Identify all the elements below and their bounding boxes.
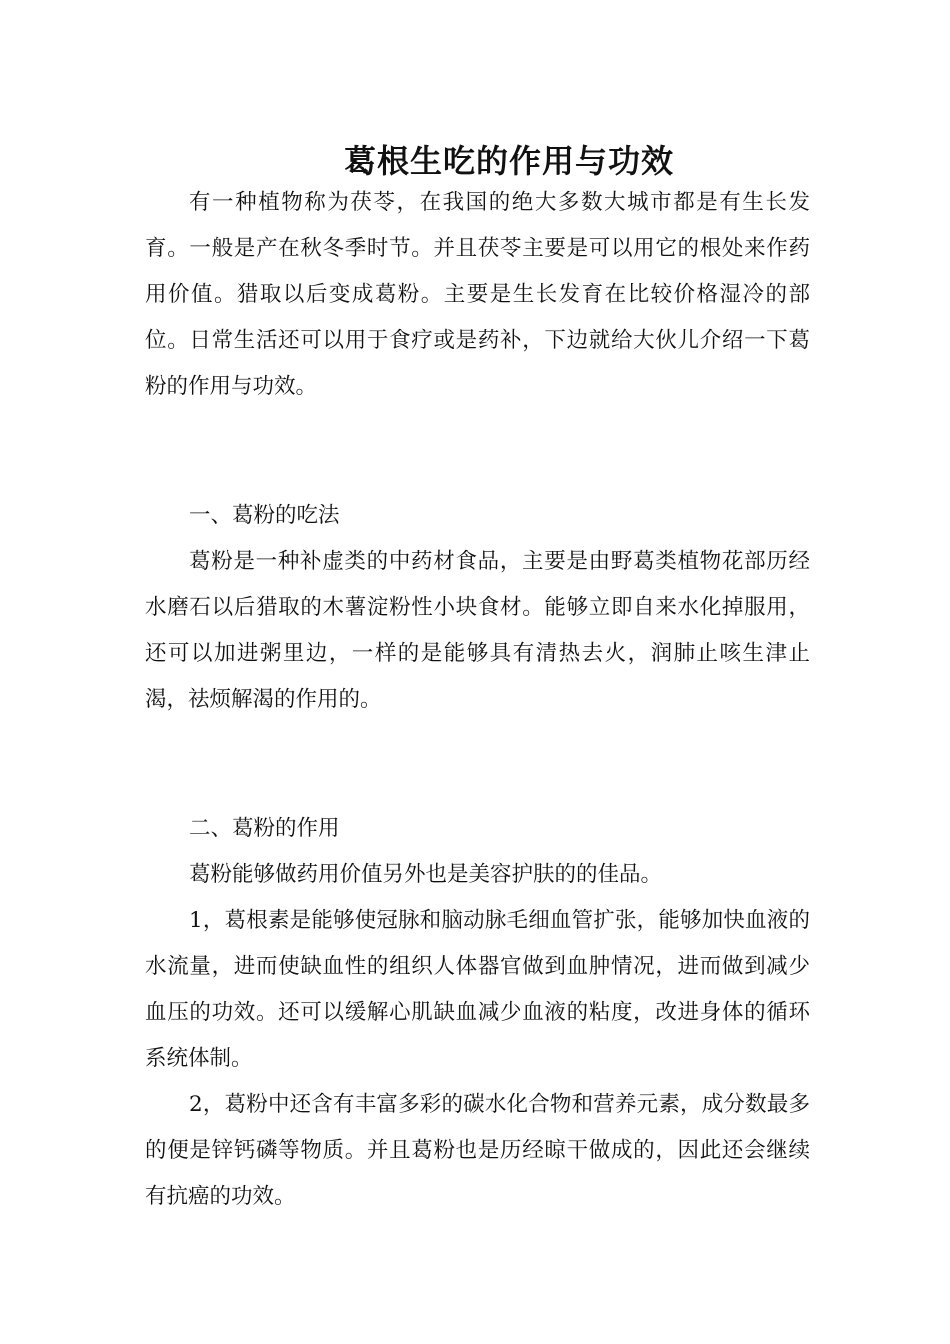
section-effects	[145, 852, 810, 1220]
paragraph: 2，葛粉中还含有丰富多彩的碳水化合物和营养元素，成分数最多的便是锌钙磷等物质。并且葛粉也是历经晾干做成的，因此还会继续有抗癌的功效。	[145, 1092, 810, 1209]
paragraph: 葛粉是一种补虚类的中药材食品，主要是由野葛类植物花部历经水磨石以后猎取的木薯淀粉性小块食材。能够立即自来水化掉服用，还可以加进粥里边，一样的是能够具有清热去火，润肺止咳生津止渴，祛烦解渴的作用的。	[145, 549, 810, 712]
intro-section	[145, 180, 810, 410]
paragraph: 1，葛根素是能够使冠脉和脑动脉毛细血管扩张，能够加快血液的水流量，进而使缺血性的组织人体器官做到血肿情况，进而做到减少血压的功效。还可以缓解心肌缺血减少血液的粘度，改进身体的循环系统体制。	[145, 908, 810, 1071]
section-heading-eating-method: 一、葛粉的吃法	[189, 503, 340, 528]
document-title: 葛根生吃的作用与功效	[343, 142, 674, 181]
intro-paragraph: 有一种植物称为茯苓，在我国的绝大多数大城市都是有生长发育。一般是产在秋冬季时节。并且茯苓主要是可以用它的根处来作药用价值。猎取以后变成葛粉。主要是生长发育在比较价格湿冷的部位。日常生活还可以用于食疗或是药补，下边就给大伙儿介绍一下葛粉的作用与功效。	[145, 190, 810, 399]
section-heading-effects: 二、葛粉的作用	[189, 816, 340, 841]
section-eating-method	[145, 539, 810, 723]
paragraph: 葛粉能够做药用价值另外也是美容护肤的的佳品。	[189, 862, 663, 887]
